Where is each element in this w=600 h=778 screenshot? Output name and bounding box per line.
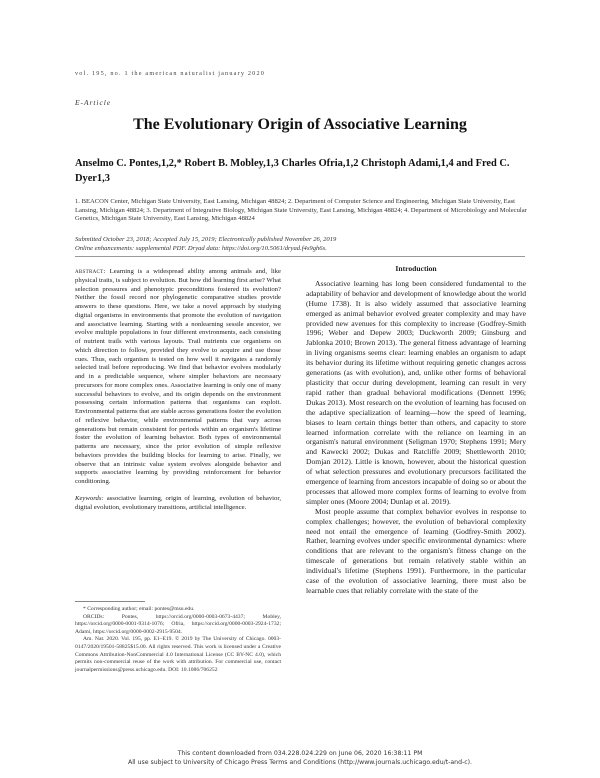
section-label: E-Article — [75, 98, 112, 107]
abstract-column — [75, 268, 281, 512]
running-head: vol. 195, no. 1 the american naturalist january 2020 — [75, 70, 266, 77]
keywords — [75, 495, 281, 513]
introduction-paragraph-2: Most people assume that complex behavior evolves in response to complex challenges; however, the evolution of behavioral complexity need not entail the emergence of learning (Godfrey-Smith 2002). Rather, learning evolves under specific environmental dynamics: where conditions that are relevant to the organism's fitness change on the timescale of generations but remain relatively stable within an individual's lifetime (Stephens 1991). Furthermore, in the particular case of the evolution of associative learning, there must also be learnable cues that reliably correlate with the state of the — [306, 506, 526, 595]
download-footer — [0, 749, 600, 767]
introduction-column — [306, 264, 526, 596]
orcid-list: ORCIDs: Pontes, https://orcid.org/0000-0003-0673-4437; Mobley, https://orcid.org/0000-0001-9314-1076; Ofria, https://orcid.org/0000-0003-2924-1732; Adami, https://orcid.org/0000-0002-2915-9504. — [75, 613, 281, 635]
author-list: Anselmo C. Pontes,1,2,* Robert B. Mobley,1,3 Charles Ofria,1,2 Christoph Adami,1,4 and Fred C. Dyer1,3 — [75, 158, 510, 184]
keywords-label: Keywords: — [75, 494, 104, 502]
footnote-divider — [75, 601, 145, 602]
citation-info: Am. Nat. 2020. Vol. 195, pp. E1–E19. © 2019 by The University of Chicago. 0003-0147/2020/19501-58825$15.00. All rights reserved. This work is licensed under a Creative Commons Attribution-NonCommercial 4.0 International License (CC BY-NC 4.0), which permits non-commercial reuse of the work with attribution. For commercial use, contact journalpermissions@press.uchicago.edu. DOI: 10.1086/706252 — [75, 636, 281, 673]
affiliations: 1. BEACON Center, Michigan State University, East Lansing, Michigan 48824; 2. Department of Computer Science and Engineering, Michigan State University, East Lansing, Michigan 48824; 3. Department of Integrative Biology, Michigan State University, East Lansing, Michigan 48824; 4. Department of Microbiology and Molecular Genetics, Michigan State University, East Lansing, Michigan 48824 — [75, 198, 527, 223]
paper-title: The Evolutionary Origin of Associative Learning — [133, 116, 467, 133]
download-notice: This content downloaded from 034.228.024.229 on June 06, 2020 16:38:11 PM — [177, 750, 423, 757]
publication-info — [75, 235, 535, 253]
abstract-label: abstract: — [75, 268, 106, 275]
introduction-paragraph-1: Associative learning has long been considered fundamental to the adaptability of behavior and development of knowledge about the world (Hume 1738). It is also widely assumed that associative learning emerged as animal behavior evolved greater complexity and may have provided new avenues for this complexity to increase (Godfrey-Smith 1996; Weber and Depew 2003; Duckworth 2009; Ginsburg and Jablonka 2010; Brown 2013). The general fitness advantage of learning in living organisms seems clear: learning enables an organism to adapt its behavior during its lifetime without requiring genetic changes across generations (as with evolution), and, unlike other forms of behavioral plasticity that occur during development, learning can result in very rapid rather than gradual behavioral modifications (Dennett 1996; Dukas 2013). Most research on the evolution of learning has focused on the adaptive specialization of learning—how the speed of learning, biases to learn certain things better than others, and capacity to store learned information correlate with the reliance on learning in an organism's natural environment (Seligman 1970; Stephens 1991; Mery and Kawecki 2002; Dukas and Ratcliffe 2009; Shettleworth 2010; Domjan 2012). Little is known, however, about the historical question of what selection pressures and evolutionary precursors facilitated the emergence of learning from ancestors incapable of doing so or about the processes that allowed more complex forms of learning to evolve from simpler ones (Moore 2004; Dunlap et al. 2019). — [306, 278, 526, 506]
online-enhancements: Online enhancements: supplemental PDF. Dryad data: https://doi.org/10.5061/dryad.f4s9gh6s. — [75, 245, 327, 252]
footnotes — [75, 601, 281, 674]
submission-dates: Submitted October 23, 2018; Accepted July 15, 2019; Electronically published November 26, 2019 — [75, 236, 337, 243]
header-divider — [75, 256, 525, 257]
abstract-text: Learning is a widespread ability among animals and, like physical traits, is subject to evolution. But how did learning first arise? What selection pressures and phenotypic preconditions fostered its evolution? Neither the fossil record nor phylogenetic comparative studies provide answers to these questions. Here, we take a novel approach by studying digital organisms in environments that promote the evolution of navigation and associative learning. Starting with a nonlearning sessile ancestor, we evolve multiple populations in four different environments, each consisting of nutrient trails with various layouts. Trail nutrients cue organisms on which direction to follow, provided they evolve to acquire and use those cues. Thus, each organism is tested on how well it navigates a randomly selected trail before reproducing. We find that behavior evolves modularly and in a predictable sequence, where simpler behaviors are necessary precursors for more complex ones. Associative learning is only one of many successful behaviors to evolve, and its origin depends on the environment possessing certain information patterns that organisms can exploit. Environmental patterns that are stable across generations foster the evolution of reflexive behavior, while environmental patterns that vary across generations but remain consistent for periods within an organism's lifetime foster the evolution of learning behavior. Both types of environmental patterns are necessary, since the prior evolution of simple reflexive behaviors provides the building blocks for learning to arise. Finally, we observe that an intrinsic value system evolves alongside behavior and supports associative learning by providing reinforcement for behavior conditioning. — [75, 268, 281, 485]
keywords-text: associative learning, origin of learning, evolution of behavior, digital evolution, evolutionary transitions, artificial intelligence. — [75, 494, 281, 511]
abstract — [75, 268, 281, 487]
introduction-heading: Introduction — [395, 264, 437, 273]
corresponding-author: * Corresponding author; email: pontes@msu.edu. — [83, 606, 195, 612]
terms-notice: All use subject to University of Chicago Press Terms and Conditions (http://www.journals.uchicago.edu/t-and-c). — [127, 759, 473, 766]
